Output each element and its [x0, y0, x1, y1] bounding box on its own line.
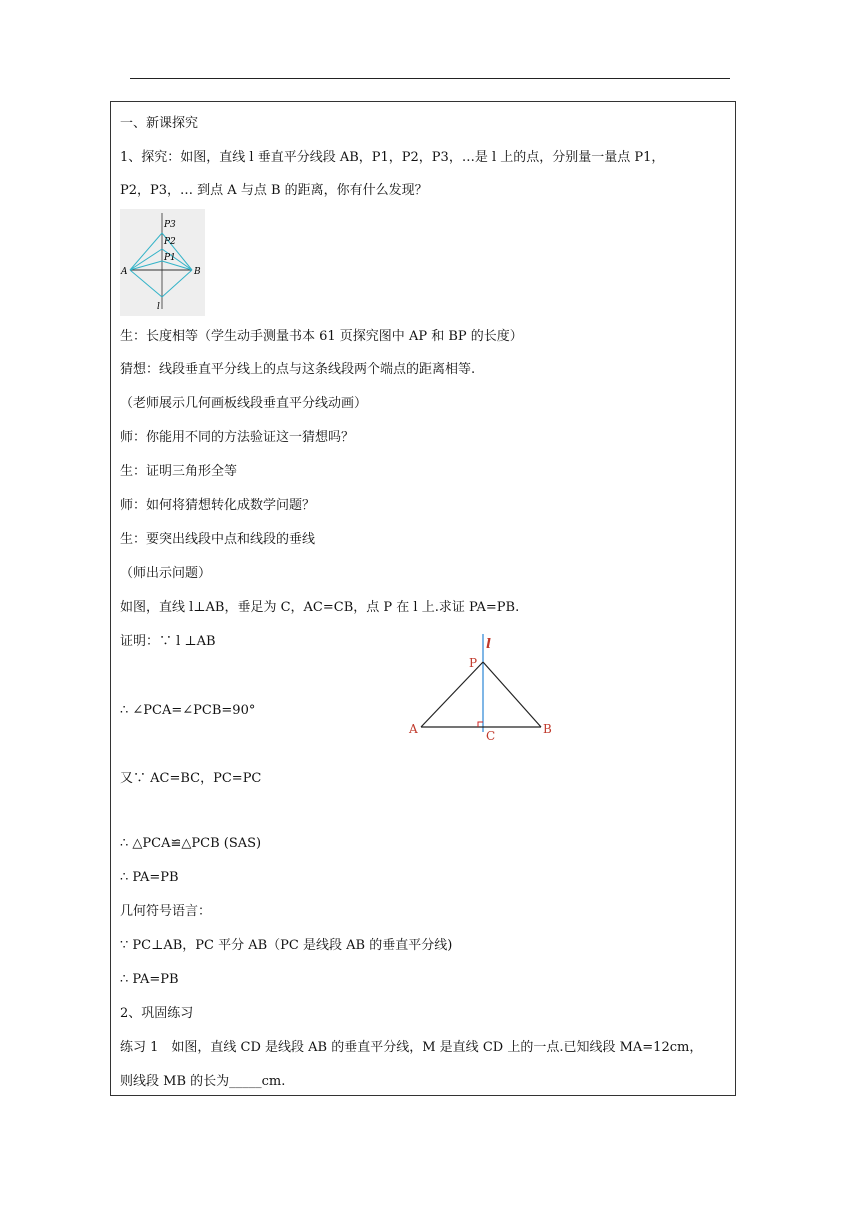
- label-c: C: [486, 729, 496, 743]
- label-a: A: [121, 267, 128, 277]
- explore-text-line2: P2，P3，… 到点 A 与点 B 的距离，你有什么发现？: [120, 183, 428, 198]
- proof-step-2: ∴ ∠PCA=∠PCB=90°: [120, 703, 256, 718]
- student-answer-3: 生：要突出线段中点和线段的垂线: [120, 532, 316, 547]
- symbol-language-line1: ∵ PC⊥AB，PC 平分 AB（PC 是线段 AB 的垂直平分线): [120, 938, 453, 953]
- segment-pb: [483, 662, 541, 727]
- teacher-question-2: 师：如何将猜想转化成数学问题？: [120, 498, 316, 513]
- symbol-language-line2: ∴ PA=PB: [120, 972, 179, 987]
- symbol-language-heading: 几何符号语言：: [120, 904, 212, 919]
- exercise-1-line2: 则线段 MB 的长为_____cm.: [120, 1074, 286, 1089]
- teacher-demo-note: （老师展示几何画板线段垂直平分线动画）: [120, 396, 368, 411]
- label-p: P: [469, 656, 478, 670]
- exercise-1-line1: 练习 1 如图，直线 CD 是线段 AB 的垂直平分线，M 是直线 CD 上的一点.已知线段 MA=12cm，: [120, 1040, 703, 1055]
- teacher-question-1: 师：你能用不同的方法验证这一猜想吗？: [120, 430, 355, 445]
- segment-pa: [421, 662, 483, 727]
- label-b: B: [543, 722, 552, 736]
- header-rule: [130, 78, 730, 79]
- label-l: l: [157, 302, 160, 312]
- practice-heading: 2、巩固练习: [120, 1006, 194, 1021]
- bisector-figure-1: [120, 209, 205, 316]
- content-box: [110, 101, 736, 1096]
- proof-step-5: ∴ PA=PB: [120, 870, 179, 885]
- proof-step-4: ∴ △PCA≌△PCB (SAS): [120, 836, 262, 851]
- teacher-problem-note: （师出示问题）: [120, 566, 212, 581]
- label-b: B: [194, 267, 201, 277]
- label-p3: P3: [164, 220, 176, 230]
- right-angle-mark: [478, 722, 483, 727]
- conjecture: 猜想：线段垂直平分线上的点与这条线段两个端点的距离相等.: [120, 362, 476, 377]
- label-p1: P1: [164, 253, 176, 263]
- proof-step-3: 又∵ AC=BC，PC=PC: [120, 771, 262, 786]
- section-heading: 一、新课探究: [120, 116, 199, 131]
- label-p2: P2: [164, 237, 176, 247]
- triangle-figure-2: [406, 632, 556, 744]
- label-l: l: [486, 637, 491, 652]
- student-answer-2: 生：证明三角形全等: [120, 464, 238, 479]
- label-a: A: [409, 722, 418, 736]
- explore-text-line1: 1、探究：如图，直线 l 垂直平分线段 AB，P1，P2，P3，…是 l 上的点，分别量一量点 P1，: [120, 150, 665, 165]
- student-answer-1: 生：长度相等（学生动手测量书本 61 页探究图中 AP 和 BP 的长度）: [120, 329, 523, 344]
- proof-step-1: 证明：∵ l ⊥AB: [120, 634, 216, 649]
- problem-statement: 如图，直线 l⊥AB，垂足为 C，AC=CB，点 P 在 l 上.求证 PA=PB.: [120, 600, 520, 615]
